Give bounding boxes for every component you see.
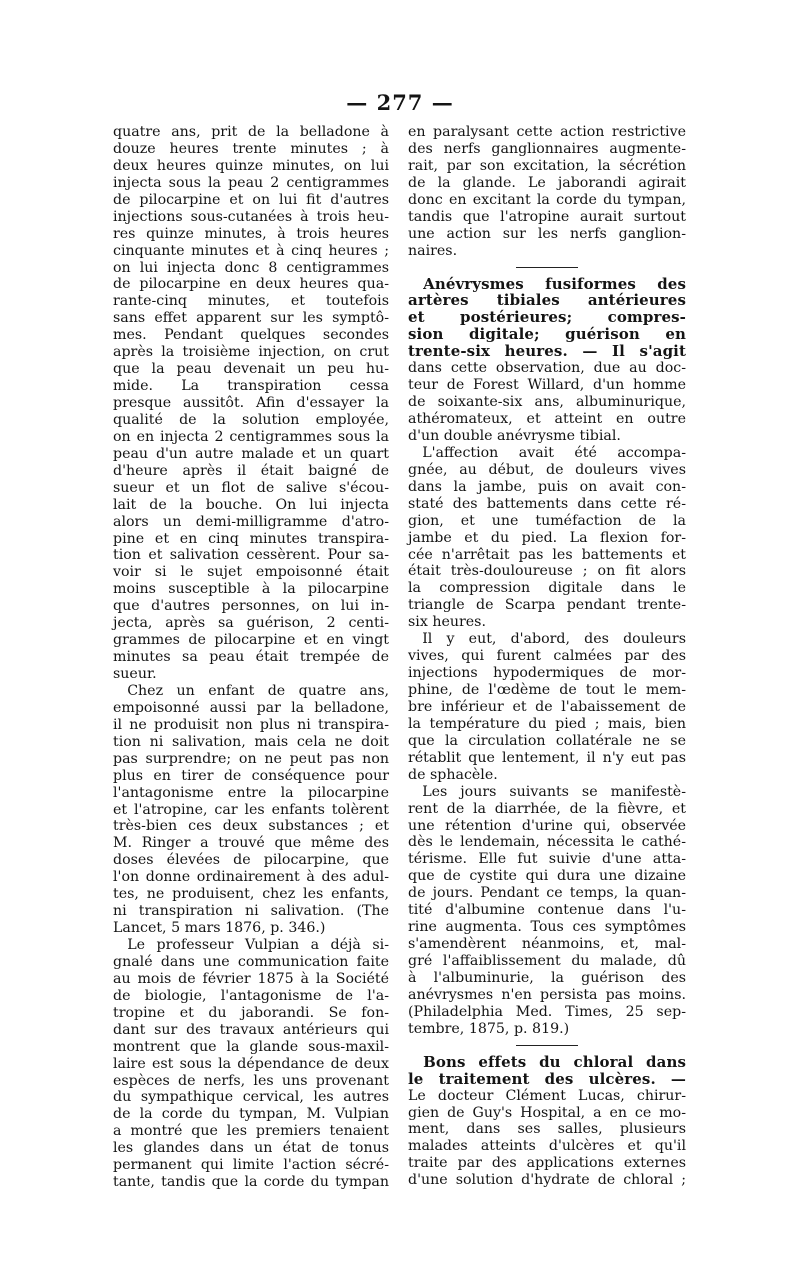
text-line: staté des battements dans cette ré- xyxy=(408,495,686,512)
text-line: L'affection avait été accompa- xyxy=(408,444,686,461)
text-line: tion ni salivation, mais cela ne doit xyxy=(113,733,389,750)
text-line: sueur. xyxy=(113,666,157,682)
text-line: et l'atropine, car les enfants tolèrent xyxy=(113,801,389,818)
text-line: sans effet apparent sur les symptô- xyxy=(113,310,389,327)
text-line: gnée, au début, de douleurs vives xyxy=(408,461,686,478)
heading-line: Bons effets du chloral dans xyxy=(408,1052,686,1071)
text-line: malades atteints d'ulcères et qu'il xyxy=(408,1138,686,1155)
section-separator xyxy=(408,260,686,276)
left-column xyxy=(113,124,389,1191)
text-line: ment, dans ses salles, plusieurs xyxy=(408,1121,686,1138)
text-line: M. Ringer a trouvé que même des xyxy=(113,835,389,852)
section-separator xyxy=(408,1038,686,1054)
text-line: quatre ans, prit de la belladone à xyxy=(113,124,389,140)
text-line: laire est sous la dépendance de deux xyxy=(113,1055,389,1072)
text-line: la température du pied ; mais, bien xyxy=(408,715,686,732)
text-line: que la circulation collatérale ne se xyxy=(408,732,686,749)
text-line: des nerfs ganglionnaires augmente- xyxy=(408,140,686,157)
text-line: voir si le sujet empoisonné était xyxy=(113,564,389,581)
text-line: Chez un enfant de quatre ans, xyxy=(113,682,389,699)
text-line: gré l'affaiblissement du malade, dû xyxy=(408,953,686,969)
right-column xyxy=(408,124,686,1189)
text-line: lait de la bouche. On lui injecta xyxy=(113,496,389,513)
text-line: après la troisième injection, on crut xyxy=(113,344,389,361)
text-line: rétablit que lentement, il n'y eut pas xyxy=(408,749,686,766)
text-line: du sympathique cervical, les autres xyxy=(113,1089,389,1106)
text-line: très-bien ces deux substances ; et xyxy=(113,818,389,835)
heading-line: sion digitale; guérison en xyxy=(408,325,686,344)
text-line: Le professeur Vulpian a déjà si- xyxy=(113,937,389,953)
text-line: dans cette observation, due au doc- xyxy=(408,360,686,377)
separator-rule xyxy=(516,1045,578,1046)
text-line: de la corde du tympan, M. Vulpian xyxy=(113,1106,389,1123)
text-line: s'amendèrent néanmoins, et, mal- xyxy=(408,936,686,953)
text-line: vives, qui furent calmées par des xyxy=(408,648,686,665)
text-line: la compression digitale dans le xyxy=(408,580,686,597)
page-number: — 277 — xyxy=(346,90,454,115)
text-line: Il y eut, d'abord, des douleurs xyxy=(408,631,686,648)
text-line: douze heures trente minutes ; à xyxy=(113,140,389,157)
text-line: jecta, après sa guérison, 2 centi- xyxy=(113,615,389,632)
text-line: peau d'un autre malade et un quart xyxy=(113,445,389,462)
text-line: tante, tandis que la corde du tympan xyxy=(113,1174,389,1191)
text-line: Le docteur Clément Lucas, chirur- xyxy=(408,1087,686,1104)
text-line: tité d'albumine contenue dans l'u- xyxy=(408,902,686,919)
text-line: d'un double anévrysme tibial. xyxy=(408,427,621,444)
text-line: mide. La transpiration cessa xyxy=(113,378,389,395)
text-line: plus en tirer de conséquence pour xyxy=(113,767,389,784)
text-line: il ne produisit non plus ni transpira- xyxy=(113,716,389,733)
text-line: tropine et du jaborandi. Se fon- xyxy=(113,1004,389,1021)
text-line: térisme. Elle fut suivie d'une atta- xyxy=(408,851,686,868)
text-line: dans la jambe, puis on avait con- xyxy=(408,478,686,495)
text-line: donc en excitant la corde du tympan, xyxy=(408,191,686,208)
text-line: empoisonné aussi par la belladone, xyxy=(113,699,389,716)
text-line: moins susceptible à la pilocarpine xyxy=(113,581,389,598)
text-line: était très-douloureuse ; on fit alors xyxy=(408,563,686,580)
text-line: tion et salivation cessèrent. Pour sa- xyxy=(113,547,389,564)
heading-line: et postérieures; compres- xyxy=(408,308,686,327)
text-line: gnalé dans une communication faite xyxy=(113,953,389,970)
text-line: six heures. xyxy=(408,614,486,631)
text-line: teur de Forest Willard, d'un homme xyxy=(408,377,686,394)
heading-line: Anévrysmes fusiformes des xyxy=(408,274,686,293)
text-line: de biologie, l'antagonisme de l'a- xyxy=(113,987,389,1004)
text-line: tembre, 1875, p. 819.) xyxy=(408,1020,570,1037)
text-line: naires. xyxy=(408,242,458,259)
text-line: en paralysant cette action restrictive xyxy=(408,124,686,140)
text-line: au mois de février 1875 à la Société xyxy=(113,970,389,987)
text-line: de pilocarpine en deux heures qua- xyxy=(113,276,389,293)
text-line: presque aussitôt. Afin d'essayer la xyxy=(113,395,389,411)
text-line: permanent qui limite l'action sécré- xyxy=(113,1157,389,1174)
text-line: injections sous-cutanées à trois heu- xyxy=(113,208,389,225)
heading-line: artères tibiales antérieures xyxy=(408,291,686,310)
text-line: qualité de la solution employée, xyxy=(113,411,389,428)
text-line: l'on donne ordinairement à des adul- xyxy=(113,869,389,886)
text-line: gien de Guy's Hospital, a en ce mo- xyxy=(408,1104,686,1121)
text-line: que de cystite qui dura une dizaine xyxy=(408,868,686,885)
text-line: de la glande. Le jaborandi agirait xyxy=(408,174,686,191)
text-line: de soixante-six ans, albuminurique, xyxy=(408,394,686,411)
text-line: Les jours suivants se manifestè- xyxy=(408,783,686,800)
text-line: (Philadelphia Med. Times, 25 sep- xyxy=(408,1003,686,1020)
text-line: rante-cinq minutes, et toutefois xyxy=(113,293,389,310)
text-line: triangle de Scarpa pendant trente- xyxy=(408,597,686,614)
heading-line: le traitement des ulcères. — xyxy=(408,1069,686,1088)
text-line: une rétention d'urine qui, observée xyxy=(408,817,686,834)
text-line: dès le lendemain, nécessita le cathé- xyxy=(408,834,686,851)
text-line: on en injecta 2 centigrammes sous la xyxy=(113,428,389,445)
text-line: pine et en cinq minutes transpira- xyxy=(113,530,389,547)
text-line: sueur et un flot de salive s'écou- xyxy=(113,479,389,496)
text-line: une action sur les nerfs ganglion- xyxy=(408,225,686,242)
text-line: de jours. Pendant ce temps, la quan- xyxy=(408,885,686,902)
text-line: ni transpiration ni salivation. (The xyxy=(113,903,389,920)
text-line: bre inférieur et de l'abaissement de xyxy=(408,698,686,715)
text-line: injecta sous la peau 2 centigrammes xyxy=(113,174,389,191)
text-line: tes, ne produisent, chez les enfants, xyxy=(113,886,389,903)
text-line: athéromateux, et atteint en outre xyxy=(408,411,686,427)
text-line: gion, et une tuméfaction de la xyxy=(408,512,686,529)
text-line: d'une solution d'hydrate de chloral ; xyxy=(408,1172,686,1189)
text-line: minutes sa peau était trempée de xyxy=(113,649,389,666)
text-line: espèces de nerfs, les uns provenant xyxy=(113,1072,389,1089)
text-line: dant sur des travaux antérieurs qui xyxy=(113,1021,389,1038)
text-line: d'heure après il était baigné de xyxy=(113,462,389,479)
text-line: doses élevées de pilocarpine, que xyxy=(113,852,389,869)
text-line: traite par des applications externes xyxy=(408,1155,686,1172)
text-line: jambe et du pied. La flexion for- xyxy=(408,529,686,546)
text-line: injections hypodermiques de mor- xyxy=(408,665,686,682)
text-line: montrent que la glande sous-maxil- xyxy=(113,1038,389,1055)
text-line: on lui injecta donc 8 centigrammes xyxy=(113,259,389,276)
text-line: pas surprendre; on ne peut pas non xyxy=(113,750,389,767)
text-line: rait, par son excitation, la sécrétion xyxy=(408,157,686,174)
text-line: tandis que l'atropine aurait surtout xyxy=(408,208,686,225)
text-line: Lancet, 5 mars 1876, p. 346.) xyxy=(113,920,326,937)
text-line: que la peau devenait un peu hu- xyxy=(113,361,389,378)
text-line: l'antagonisme entre la pilocarpine xyxy=(113,784,389,801)
text-line: les glandes dans un état de tonus xyxy=(113,1140,389,1157)
text-line: cinquante minutes et à cinq heures ; xyxy=(113,242,389,259)
text-line: grammes de pilocarpine et en vingt xyxy=(113,632,389,649)
text-line: phine, de l'œdème de tout le mem- xyxy=(408,682,686,698)
text-line: de pilocarpine et on lui fit d'autres xyxy=(113,191,389,208)
text-line: que d'autres personnes, on lui in- xyxy=(113,598,389,615)
text-line: mes. Pendant quelques secondes xyxy=(113,327,389,344)
text-line: rent de la diarrhée, de la fièvre, et xyxy=(408,800,686,817)
separator-rule xyxy=(516,267,578,268)
text-line: res quinze minutes, à trois heures xyxy=(113,225,389,242)
heading-line: trente-six heures. — Il s'agit xyxy=(408,342,686,361)
text-line: de sphacèle. xyxy=(408,766,498,783)
text-line: à l'albuminurie, la guérison des xyxy=(408,969,686,986)
text-line: alors un demi-milligramme d'atro- xyxy=(113,513,389,530)
text-line: anévrysmes n'en persista pas moins. xyxy=(408,986,686,1003)
text-line: rine augmenta. Tous ces symptômes xyxy=(408,919,686,936)
text-line: a montré que les premiers tenaient xyxy=(113,1123,389,1140)
text-line: deux heures quinze minutes, on lui xyxy=(113,157,389,174)
text-line: cée n'arrêtait pas les battements et xyxy=(408,546,686,563)
